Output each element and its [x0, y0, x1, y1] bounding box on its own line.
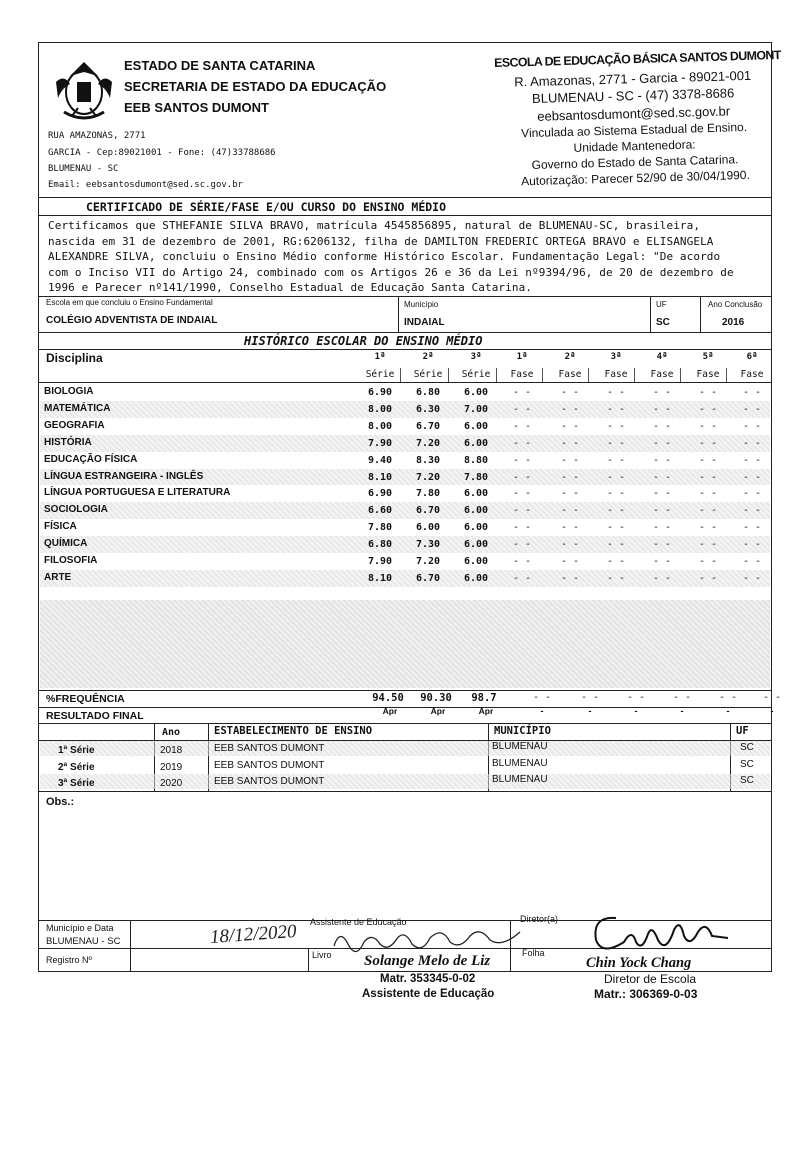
- result-dash: -: [540, 706, 544, 716]
- empty-grade-dash: - -: [652, 387, 672, 398]
- empty-grade-dash: - -: [512, 556, 532, 567]
- grade-value: 9.40: [367, 454, 393, 466]
- establishment-year: 2020: [160, 778, 183, 789]
- grade-value: 6.00: [463, 488, 489, 500]
- director-matr: Matr.: 306369-0-03: [594, 987, 698, 1001]
- grade-value: 6.80: [367, 539, 393, 551]
- prior-year-value: 2016: [722, 317, 745, 328]
- row-divider: [38, 382, 772, 383]
- discipline-name: BIOLOGIA: [44, 386, 94, 397]
- discipline-name: HISTÓRIA: [44, 436, 92, 448]
- prior-uf-value: SC: [656, 317, 670, 328]
- empty-grade-dash: - -: [652, 505, 672, 517]
- establishment-serie: 1ª Série: [58, 745, 95, 756]
- empty-grade-dash: - -: [560, 539, 580, 551]
- empty-grade-dash: - -: [560, 437, 580, 449]
- empty-grade-dash: - -: [560, 505, 580, 517]
- discipline-name: SOCIOLOGIA: [44, 504, 108, 516]
- empty-grade-dash: - -: [512, 522, 532, 534]
- certificate-line: ALEXANDRE SILVA, concluiu o Ensino Médio conforme Histórico Escolar. Fundamentação Legal: "De acordo: [48, 250, 721, 263]
- column-header-top: 4ª: [656, 352, 668, 362]
- empty-grade-dash: - -: [606, 471, 626, 483]
- column-header-bottom: Série: [413, 369, 443, 380]
- prior-school-value: COLÉGIO ADVENTISTA DE INDAIAL: [46, 315, 218, 326]
- grade-value: 7.30: [415, 539, 441, 551]
- column-header-top: 6ª: [746, 352, 758, 362]
- empty-grade-dash: - -: [698, 437, 718, 449]
- empty-grade-dash: - -: [652, 420, 672, 432]
- column-divider: [542, 368, 543, 382]
- col-year-header: Ano: [162, 727, 181, 738]
- result-value: Apr: [382, 706, 398, 716]
- result-dash: -: [634, 706, 638, 716]
- frequency-value: 98.7: [471, 692, 497, 704]
- establishment-school: EEB SANTOS DUMONT: [214, 743, 325, 754]
- grade-value: 8.10: [367, 572, 393, 584]
- empty-grade-dash: - -: [512, 403, 532, 415]
- discipline-name: QUÍMICA: [44, 538, 88, 550]
- stamp-line-1: ESCOLA DE EDUCAÇÃO BÁSICA SANTOS DUMONT: [494, 47, 781, 70]
- grade-value: 6.00: [415, 522, 441, 534]
- empty-grade-dash: - -: [652, 454, 672, 466]
- empty-grade-dash: - -: [606, 556, 626, 567]
- empty-grade-dash: - -: [698, 387, 718, 398]
- book-label: Livro: [312, 950, 332, 960]
- frequency-value: 94.50: [372, 692, 404, 704]
- empty-grade-dash: - -: [512, 387, 532, 398]
- frequency-dash: - -: [672, 692, 692, 703]
- discipline-name: MATEMÁTICA: [44, 402, 111, 414]
- discipline-name: EDUCAÇÃO FÍSICA: [44, 453, 138, 465]
- stamp-line-6: Unidade Mantenedora:: [573, 137, 696, 155]
- empty-grade-dash: - -: [742, 437, 762, 449]
- grade-value: 6.00: [463, 420, 489, 432]
- certificate-line: nascida em 31 de dezembro de 2001, RG:6206132, filha de DAMILTON FREDERIC ORTEGA BRAVO e ELISANGELA: [48, 234, 714, 248]
- empty-grade-dash: - -: [560, 556, 580, 567]
- column-divider: [634, 368, 635, 382]
- establishment-serie: 3ª Série: [58, 778, 95, 789]
- empty-grade-dash: - -: [560, 471, 580, 483]
- empty-grade-dash: - -: [742, 387, 762, 398]
- empty-grade-dash: - -: [742, 522, 762, 534]
- row-shading: [40, 741, 770, 756]
- stamp-line-4: eebsantosdumont@sed.sc.gov.br: [537, 103, 731, 124]
- column-divider: [496, 368, 497, 382]
- grade-value: 6.70: [415, 572, 441, 584]
- frequency-dash: - -: [580, 692, 600, 703]
- grade-value: 7.90: [367, 437, 393, 449]
- establishment-uf: SC: [740, 775, 754, 786]
- grade-value: 7.80: [415, 488, 441, 500]
- stamp-line-7: Governo do Estado de Santa Catarina.: [531, 152, 739, 172]
- state-name: ESTADO DE SANTA CATARINA: [124, 58, 316, 73]
- empty-grade-dash: - -: [652, 539, 672, 551]
- discipline-name: ARTE: [44, 571, 72, 583]
- prior-city-value: INDAIAL: [404, 317, 445, 328]
- establishment-year: 2019: [160, 761, 183, 773]
- establishment-city: BLUMENAU: [492, 757, 548, 769]
- grade-value: 7.80: [463, 471, 489, 483]
- final-result-label: RESULTADO FINAL: [46, 710, 144, 722]
- grade-value: 6.00: [463, 572, 489, 584]
- empty-grade-dash: - -: [606, 572, 626, 584]
- empty-grade-dash: - -: [698, 539, 718, 551]
- empty-grade-dash: - -: [698, 420, 718, 432]
- empty-grade-dash: - -: [742, 505, 762, 517]
- grade-value: 7.80: [367, 522, 393, 534]
- address-email: Email: eebsantosdumont@sed.sc.gov.br: [48, 180, 244, 190]
- empty-grade-dash: - -: [560, 387, 580, 398]
- address-line-1: RUA AMAZONAS, 2771: [48, 131, 146, 141]
- empty-grade-dash: - -: [560, 454, 580, 466]
- stamp-line-8: Autorização: Parecer 52/90 de 30/04/1990.: [520, 167, 751, 189]
- certificate-line: Certificamos que STHEFANIE SILVA BRAVO, matrícula 4545856895, natural de BLUMENAU-SC, brasileira,: [48, 219, 701, 232]
- school-short-name: EEB SANTOS DUMONT: [124, 100, 269, 115]
- column-header-bottom: Série: [461, 369, 491, 380]
- assistant-label: Assistente de Educação: [310, 917, 407, 927]
- column-header-top: 3ª: [610, 352, 622, 362]
- grade-value: 6.60: [367, 505, 393, 517]
- result-value: Apr: [430, 706, 446, 716]
- empty-grade-dash: - -: [512, 437, 532, 449]
- establishment-school: EEB SANTOS DUMONT: [214, 759, 325, 771]
- director-role: Diretor de Escola: [604, 972, 697, 986]
- column-header-bottom: Fase: [740, 369, 764, 380]
- column-header-top: 5ª: [702, 352, 714, 362]
- director-signature-mark: [588, 906, 738, 962]
- grade-value: 6.90: [367, 387, 393, 398]
- empty-grade-dash: - -: [742, 471, 762, 483]
- empty-grade-dash: - -: [652, 556, 672, 567]
- column-header-top: 2ª: [422, 352, 434, 362]
- column-header-bottom: Fase: [650, 369, 674, 380]
- result-dash: -: [770, 706, 774, 716]
- empty-grade-dash: - -: [742, 420, 762, 432]
- grade-value: 8.80: [463, 454, 489, 466]
- result-dash: -: [588, 706, 592, 716]
- page-label: Folha: [522, 948, 545, 958]
- stamp-line-2: R. Amazonas, 2771 - Garcia - 89021-001: [514, 67, 752, 90]
- empty-grade-dash: - -: [698, 471, 718, 483]
- grade-value: 6.00: [463, 505, 489, 517]
- establishment-city: BLUMENAU: [492, 741, 548, 752]
- column-divider: [400, 368, 401, 382]
- city-date-label: Município e Data: [46, 923, 114, 933]
- certificate-line: com o Inciso VII do Artigo 24, combinado com os Artigos 26 e 36 da Lei nº9394/96, de 20 de dezembro de: [48, 265, 734, 279]
- director-label: Diretor(a): [520, 914, 559, 924]
- empty-grade-dash: - -: [652, 572, 672, 584]
- grade-value: 6.00: [463, 522, 489, 534]
- empty-grade-dash: - -: [742, 556, 762, 567]
- col-uf-header: UF: [736, 725, 749, 737]
- empty-grade-dash: - -: [698, 403, 718, 415]
- registry-label: Registro Nº: [46, 955, 92, 965]
- santa-catarina-coat-of-arms-icon: [50, 54, 118, 124]
- empty-grade-dash: - -: [512, 420, 532, 432]
- result-dash: -: [680, 706, 684, 716]
- empty-grade-dash: - -: [742, 403, 762, 415]
- empty-grade-dash: - -: [606, 420, 626, 432]
- assistant-role: Assistente de Educação: [362, 988, 495, 1000]
- empty-grade-dash: - -: [698, 505, 718, 517]
- empty-grade-dash: - -: [652, 522, 672, 534]
- column-header-bottom: Fase: [558, 369, 582, 380]
- result-value: Apr: [478, 706, 494, 716]
- discipline-name: LÍNGUA PORTUGUESA E LITERATURA: [44, 487, 231, 499]
- establishment-serie: 2ª Série: [58, 761, 95, 773]
- certificate-text: [48, 218, 770, 296]
- col-school-header: ESTABELECIMENTO DE ENSINO: [214, 725, 373, 737]
- column-divider: [588, 368, 589, 382]
- empty-grade-dash: - -: [606, 437, 626, 449]
- grade-value: 7.00: [463, 403, 489, 415]
- assistant-matr: Matr. 353345-0-02: [380, 973, 476, 985]
- empty-grade-dash: - -: [560, 403, 580, 415]
- column-divider: [726, 368, 727, 382]
- director-name: Chin Yock Chang: [586, 955, 692, 971]
- prior-city-label: Município: [404, 300, 439, 309]
- transcript-title: HISTÓRICO ESCOLAR DO ENSINO MÉDIO: [244, 334, 483, 348]
- column-header-bottom: Série: [365, 369, 395, 380]
- empty-grade-dash: - -: [606, 387, 626, 398]
- empty-grade-dash: - -: [742, 454, 762, 466]
- discipline-name: GEOGRAFIA: [44, 419, 105, 431]
- certificate-line: 1996 e Parecer nº141/1990, Conselho Estadual de Educação Santa Catarina.: [48, 281, 533, 294]
- establishment-uf: SC: [740, 742, 754, 753]
- frequency-dash: - -: [626, 692, 646, 703]
- column-header-top: 1ª: [516, 352, 528, 362]
- empty-grade-dash: - -: [512, 471, 532, 483]
- grade-value: 7.90: [367, 556, 393, 567]
- empty-grade-dash: - -: [698, 556, 718, 567]
- empty-grade-dash: - -: [512, 488, 532, 500]
- empty-grade-dash: - -: [606, 522, 626, 534]
- certificate-title: CERTIFICADO DE SÉRIE/FASE E/OU CURSO DO ENSINO MÉDIO: [86, 200, 447, 214]
- grade-value: 6.00: [463, 556, 489, 567]
- frequency-dash: - -: [762, 692, 782, 703]
- column-divider: [448, 368, 449, 382]
- grade-value: 8.00: [367, 420, 393, 432]
- grade-value: 6.70: [415, 505, 441, 517]
- empty-grade-dash: - -: [698, 522, 718, 534]
- column-header-bottom: Fase: [510, 369, 534, 380]
- empty-grade-dash: - -: [606, 488, 626, 500]
- prior-school-label: Escola em que concluiu o Ensino Fundamental: [46, 298, 213, 307]
- empty-grade-dash: - -: [606, 539, 626, 551]
- column-header-top: 3ª: [470, 352, 482, 362]
- empty-grade-dash: - -: [606, 505, 626, 517]
- establishment-school: EEB SANTOS DUMONT: [214, 776, 325, 787]
- grade-value: 6.30: [415, 403, 441, 415]
- frequency-dash: - -: [718, 692, 738, 703]
- col-city-header: MUNICÍPIO: [494, 725, 551, 737]
- grade-value: 7.20: [415, 556, 441, 567]
- empty-grade-dash: - -: [560, 572, 580, 584]
- grade-value: 8.00: [367, 403, 393, 415]
- result-dash: -: [726, 706, 730, 716]
- column-divider: [680, 368, 681, 382]
- column-header-top: 2ª: [564, 352, 576, 362]
- empty-grade-dash: - -: [652, 488, 672, 500]
- column-header-bottom: Fase: [604, 369, 628, 380]
- city-date-value: BLUMENAU - SC: [46, 936, 121, 947]
- frequency-dash: - -: [532, 692, 552, 703]
- address-line-2: GARCIA - Cep:89021001 - Fone: (47)33788686: [48, 148, 276, 158]
- empty-grade-dash: - -: [560, 420, 580, 432]
- assistant-name: Solange Melo de Liz: [364, 953, 491, 969]
- empty-grade-dash: - -: [560, 488, 580, 500]
- empty-grade-dash: - -: [742, 488, 762, 500]
- grade-value: 6.00: [463, 539, 489, 551]
- prior-uf-label: UF: [656, 300, 667, 309]
- empty-grade-dash: - -: [652, 403, 672, 415]
- discipline-name: FÍSICA: [44, 521, 77, 533]
- grade-value: 6.00: [463, 437, 489, 449]
- empty-grade-dash: - -: [512, 505, 532, 517]
- secretariat-name: SECRETARIA DE ESTADO DA EDUCAÇÃO: [124, 79, 387, 94]
- discipline-name: LÍNGUA ESTRANGEIRA - INGLÊS: [44, 470, 204, 482]
- empty-grade-dash: - -: [742, 572, 762, 584]
- address-line-3: BLUMENAU - SC: [48, 164, 119, 174]
- stamp-line-5: Vinculada ao Sistema Estadual de Ensino.: [521, 119, 748, 141]
- stamp-line-3: BLUMENAU - SC - (47) 3378-8686: [531, 85, 735, 106]
- empty-grade-dash: - -: [698, 488, 718, 500]
- empty-grade-dash: - -: [698, 454, 718, 466]
- column-header-top: 1ª: [374, 352, 386, 362]
- establishment-uf: SC: [740, 758, 754, 770]
- grade-value: 6.70: [415, 420, 441, 432]
- grade-value: 6.00: [463, 387, 489, 398]
- grade-value: 7.20: [415, 471, 441, 483]
- empty-grade-dash: - -: [652, 471, 672, 483]
- empty-grade-dash: - -: [698, 572, 718, 584]
- discipline-name: FILOSOFIA: [44, 555, 98, 566]
- frequency-value: 90.30: [420, 692, 452, 704]
- empty-grade-dash: - -: [652, 437, 672, 449]
- row-shading: [40, 774, 770, 789]
- grade-value: 8.10: [367, 471, 393, 483]
- obs-label: Obs.:: [46, 796, 75, 808]
- empty-grade-dash: - -: [606, 403, 626, 415]
- empty-grade-dash: - -: [742, 539, 762, 551]
- empty-grade-dash: - -: [560, 522, 580, 534]
- prior-year-label: Ano Conclusão: [708, 300, 763, 309]
- frequency-label: %FREQUÊNCIA: [46, 693, 125, 705]
- empty-grade-dash: - -: [512, 572, 532, 584]
- establishment-year: 2018: [160, 745, 183, 756]
- empty-grade-dash: - -: [512, 454, 532, 466]
- empty-grade-dash: - -: [606, 454, 626, 466]
- grade-value: 6.90: [367, 488, 393, 500]
- establishment-city: BLUMENAU: [492, 774, 548, 785]
- empty-grade-dash: - -: [512, 539, 532, 551]
- transcript-blank-area: [40, 600, 770, 688]
- handwritten-date: 18/12/2020: [209, 921, 298, 948]
- grade-value: 7.20: [415, 437, 441, 449]
- grade-value: 8.30: [415, 454, 441, 466]
- discipline-header: Disciplina: [46, 351, 103, 365]
- grade-value: 6.80: [415, 387, 441, 398]
- column-header-bottom: Fase: [696, 369, 720, 380]
- school-stamp: [494, 47, 781, 189]
